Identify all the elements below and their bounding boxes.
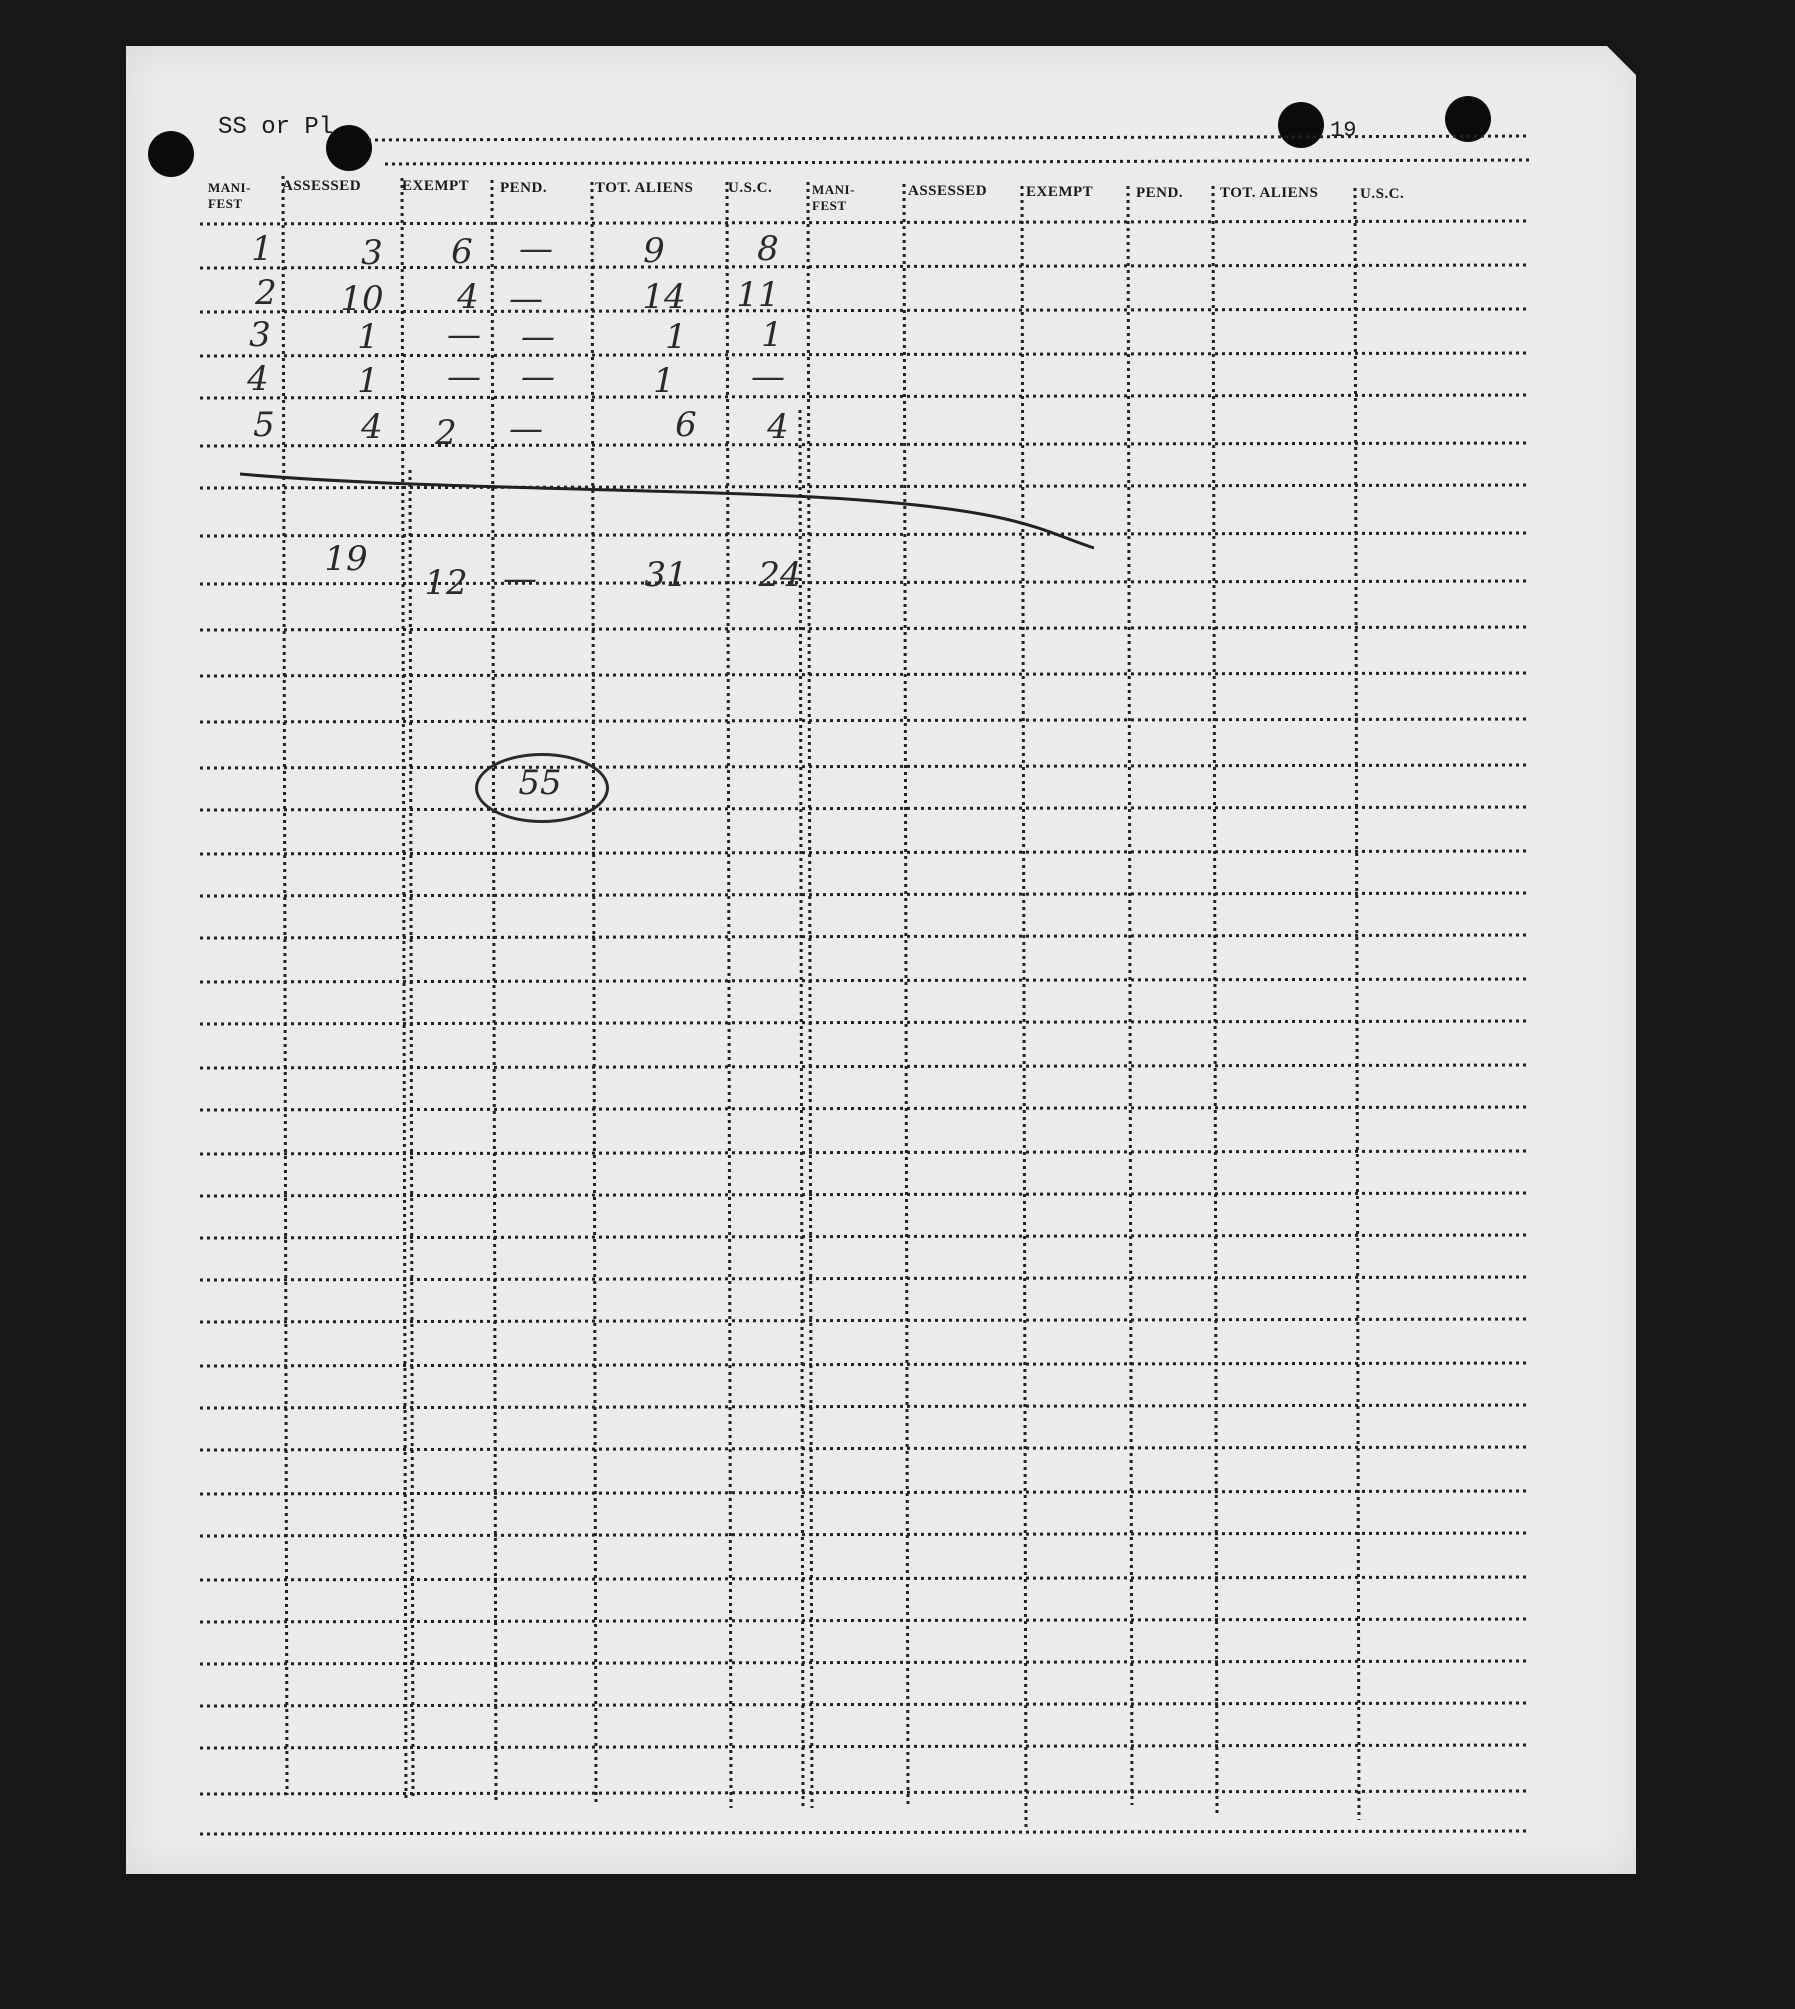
row-rule-33 [200, 1619, 1528, 1622]
row-rule-34 [200, 1661, 1528, 1664]
total-assessed: 19 [324, 539, 368, 579]
row2-tot-aliens: 14 [642, 277, 686, 317]
double-column-rule-1 [410, 470, 413, 1800]
column-rule-7 [904, 184, 908, 1808]
header-assessed-left: ASSESSED [282, 178, 362, 194]
row-rule-28 [200, 1405, 1528, 1408]
header-usc-left: U.S.C. [728, 180, 773, 196]
row1-exempt: 6 [451, 232, 473, 272]
circled-grand-total: 55 [518, 763, 562, 803]
row-rule-30 [200, 1491, 1528, 1494]
row4-usc: — [751, 357, 785, 397]
row-rule-4 [200, 353, 1528, 356]
row5-usc: 4 [767, 407, 789, 447]
row-rule-2 [200, 265, 1528, 268]
row-rule-12 [200, 719, 1528, 722]
row4-pend: — [521, 357, 555, 397]
header-pend-right: PEND. [1136, 185, 1184, 201]
row-rule-1 [200, 221, 1528, 224]
row2-exempt: 4 [457, 277, 479, 317]
header-tot-aliens-left: TOT. ALIENS [595, 180, 694, 196]
column-rule-10 [1213, 186, 1217, 1815]
row-rule-29 [200, 1447, 1528, 1450]
row3-exempt: — [447, 315, 481, 355]
column-rule-11 [1355, 188, 1359, 1820]
row3-assessed: 1 [357, 317, 379, 357]
row1-tot-aliens: 9 [643, 231, 665, 271]
total-usc: 24 [758, 555, 802, 595]
row5-tot-aliens: 6 [675, 405, 697, 445]
row4-manifest: 4 [247, 359, 269, 399]
row-rule-23 [200, 1193, 1528, 1196]
row3-manifest: 3 [249, 315, 271, 355]
row-rule-17 [200, 935, 1528, 938]
row-rule-5 [200, 395, 1528, 398]
year-label: 19 [1330, 118, 1357, 143]
header-exempt-left: EXEMPT [402, 178, 470, 194]
header-manifest-right: MANI- FEST [812, 182, 855, 213]
row-rule-22 [200, 1151, 1528, 1154]
row2-usc: 11 [736, 275, 780, 315]
row2-pend: — [509, 279, 543, 319]
row-rule-25 [200, 1277, 1528, 1280]
row-rule-11 [200, 673, 1528, 676]
row5-manifest: 5 [253, 405, 275, 445]
row1-usc: 8 [757, 229, 779, 269]
header-pend-left: PEND. [500, 180, 548, 196]
row-rule-7 [200, 485, 1528, 488]
row-rule-3 [200, 309, 1528, 312]
row-rule-24 [200, 1235, 1528, 1238]
header-tot-aliens-right: TOT. ALIENS [1220, 185, 1319, 201]
total-pend: — [503, 559, 537, 599]
total-exempt: 12 [424, 563, 468, 603]
row5-assessed: 4 [361, 407, 383, 447]
row1-assessed: 3 [361, 233, 383, 273]
row-rule-19 [200, 1021, 1528, 1024]
row-rule-37 [200, 1791, 1528, 1794]
column-rule-1 [283, 176, 287, 1795]
column-rule-6 [808, 182, 812, 1808]
row3-usc: 1 [761, 315, 783, 355]
total-tot-aliens: 31 [644, 555, 688, 595]
column-rule-8 [1022, 186, 1026, 1830]
row-rule-36 [200, 1745, 1528, 1748]
row2-assessed: 10 [340, 279, 384, 319]
column-rule-9 [1128, 186, 1132, 1805]
column-rule-4 [592, 182, 596, 1802]
row3-pend: — [521, 317, 555, 357]
row-rule-14 [200, 807, 1528, 810]
header-usc-right: U.S.C. [1360, 186, 1405, 202]
row-rule-9 [200, 581, 1528, 584]
row5-pend: — [509, 409, 543, 449]
row-rule-27 [200, 1363, 1528, 1366]
row4-exempt: — [447, 357, 481, 397]
header-manifest-left: MANI- FEST [208, 180, 251, 211]
row-rule-32 [200, 1577, 1528, 1580]
row-rule-15 [200, 851, 1528, 854]
ship-name-line [368, 136, 1530, 140]
column-rule-5 [727, 182, 731, 1808]
row-rule-35 [200, 1703, 1528, 1706]
row4-tot-aliens: 1 [653, 361, 675, 401]
row-rule-10 [200, 627, 1528, 630]
row-rule-16 [200, 893, 1528, 896]
row-rule-26 [200, 1319, 1528, 1322]
column-rule-3 [492, 180, 496, 1802]
row-rule-21 [200, 1107, 1528, 1110]
row4-assessed: 1 [357, 361, 379, 401]
row2-manifest: 2 [255, 273, 277, 313]
header-top-rule [385, 160, 1530, 164]
row-rule-8 [200, 533, 1528, 536]
row-rule-18 [200, 979, 1528, 982]
header-exempt-right: EXEMPT [1026, 184, 1094, 200]
header-assessed-right: ASSESSED [908, 183, 988, 199]
row-rule-20 [200, 1065, 1528, 1068]
ship-label: SS or Pl [218, 114, 334, 141]
row-rule-6 [200, 443, 1528, 446]
row-rule-31 [200, 1533, 1528, 1536]
column-rule-2 [402, 178, 406, 1802]
row-rule-13 [200, 765, 1528, 768]
row1-manifest: 1 [251, 229, 273, 269]
row5-exempt: 2 [435, 413, 457, 453]
row3-tot-aliens: 1 [665, 317, 687, 357]
row1-pend: — [519, 229, 553, 269]
row-rule-38 [200, 1831, 1528, 1834]
